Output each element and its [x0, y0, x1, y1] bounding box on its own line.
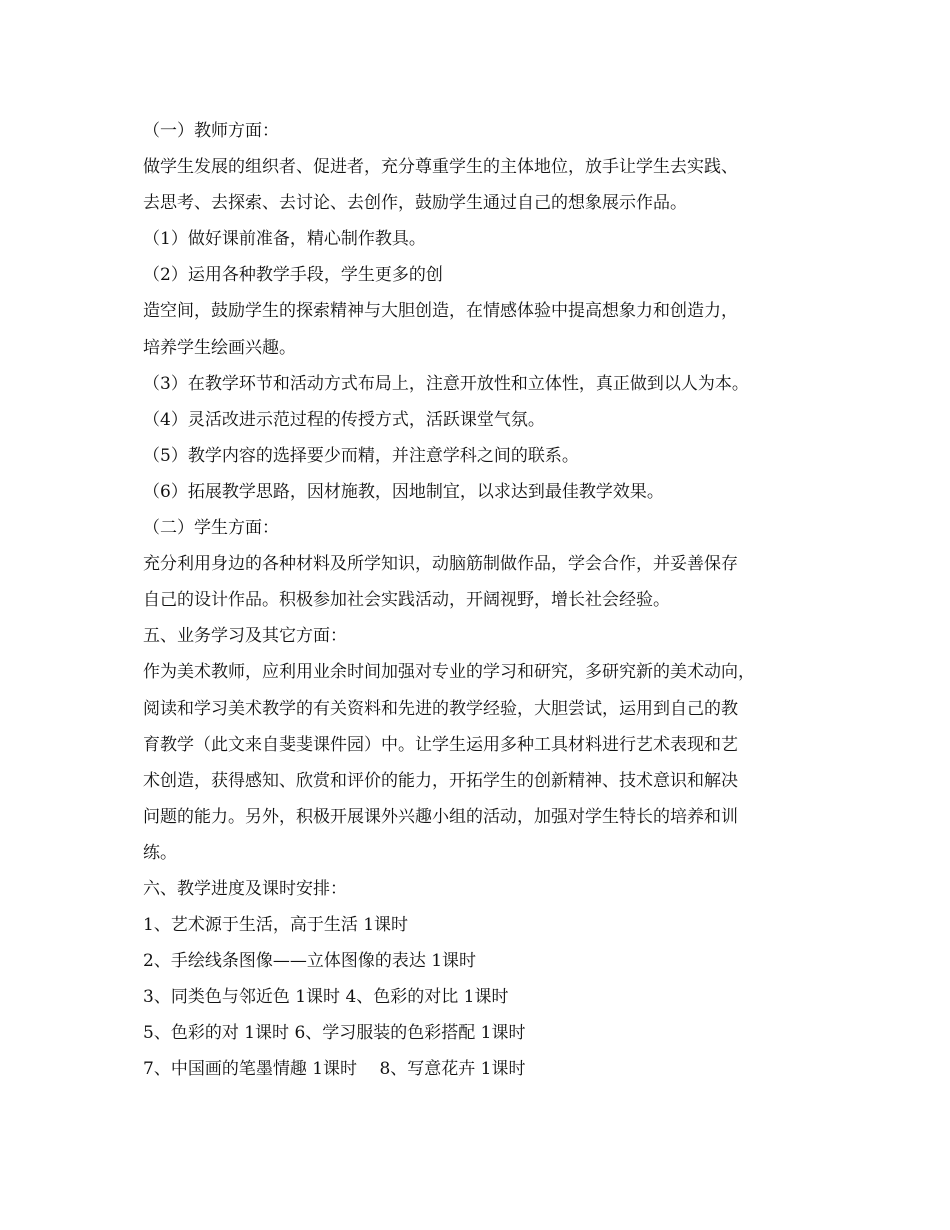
paragraph-line: 充分利用身边的各种材料及所学知识，动脑筋制做作品，学会合作，并妥善保存: [143, 554, 738, 575]
paragraph-line: 去思考、去探索、去讨论、去创作，鼓励学生通过自己的想象展示作品。: [143, 193, 687, 214]
paragraph-line: 自己的设计作品。积极参加社会实践活动，开阔视野，增长社会经验。: [143, 590, 670, 611]
paragraph-line: 培养学生绘画兴趣。: [143, 337, 296, 358]
schedule-item: 7、中国画的笔墨情趣 1课时 8、写意花卉 1课时: [143, 1059, 526, 1080]
section-heading-study: 五、业务学习及其它方面：: [143, 626, 347, 647]
section-heading-teacher: （一）教师方面：: [143, 121, 279, 141]
schedule-item: 5、色彩的对 1课时 6、学习服装的色彩搭配 1课时: [143, 1023, 526, 1044]
schedule-item: 3、同类色与邻近色 1课时 4、色彩的对比 1课时: [143, 987, 509, 1008]
section-heading-schedule: 六、教学进度及课时安排：: [143, 878, 347, 899]
paragraph-line: 术创造，获得感知、欣赏和评价的能力，开拓学生的创新精神、技术意识和解决: [143, 770, 738, 791]
paragraph-line: 造空间，鼓励学生的探索精神与大胆创造，在情感体验中提高想象力和创造力，: [143, 301, 738, 322]
paragraph-line: 育教学（此文来自斐斐课件园）中。让学生运用多种工具材料进行艺术表现和艺: [143, 734, 738, 755]
section-heading-student: （二）学生方面：: [143, 518, 279, 539]
paragraph-line: 练。: [143, 842, 177, 863]
paragraph-line: 问题的能力。另外，积极开展课外兴趣小组的活动，加强对学生特长的培养和训: [143, 806, 738, 827]
list-item: （6）拓展教学思路，因材施教，因地制宜，以求达到最佳教学效果。: [143, 481, 664, 502]
list-item: （2）运用各种教学手段，学生更多的创: [143, 265, 443, 286]
schedule-item: 1、艺术源于生活，高于生活 1课时: [143, 915, 409, 936]
paragraph-line: 阅读和学习美术教学的有关资料和先进的教学经验，大胆尝试，运用到自己的教: [143, 698, 738, 719]
schedule-item: 2、手绘线条图像——立体图像的表达 1课时: [143, 951, 477, 972]
list-item: （1）做好课前准备，精心制作教具。: [143, 229, 426, 250]
paragraph-line: 做学生发展的组织者、促进者，充分尊重学生的主体地位，放手让学生去实践、: [143, 157, 738, 178]
list-item: （4）灵活改进示范过程的传授方式，活跃课堂气氛。: [143, 409, 545, 430]
paragraph-line: 作为美术教师，应利用业余时间加强对专业的学习和研究，多研究新的美术动向，: [143, 662, 755, 683]
list-item: （5）教学内容的选择要少而精，并注意学科之间的联系。: [143, 445, 579, 466]
list-item: （3）在教学环节和活动方式布局上，注意开放性和立体性，真正做到以人为本。: [143, 373, 749, 394]
document-body: [143, 113, 813, 1088]
